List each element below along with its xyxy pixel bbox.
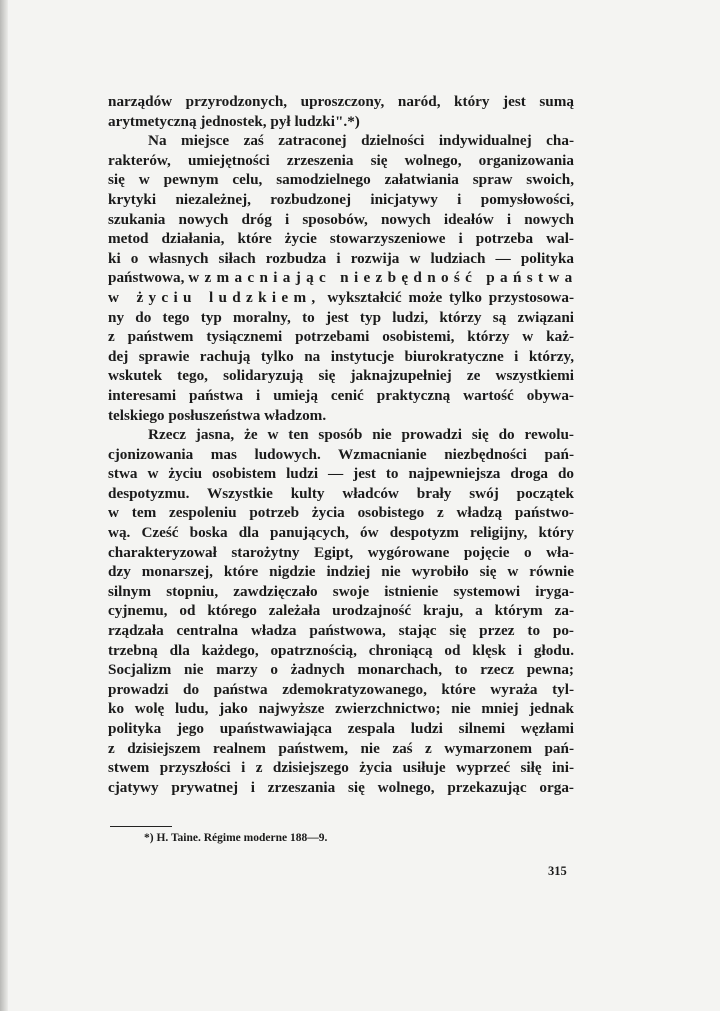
text-line: stwem przyszłości i z dzisiejszego życia usiłuje wyprzeć siłę ini- [108,759,574,777]
text-line: rządzała centralna władza państwowa, stając się przez to po- [108,622,574,640]
emphasized-text: wzmacniając niezbędność państwa [188,269,578,287]
text-line: cjatywy prywatnej i zrzeszania się wolnego, przekazując orga- [108,778,574,796]
footnote: *) H. Taine. Régime moderne 188—9. [144,832,328,844]
text-line: telskiego posłuszeństwa władzom. [108,406,327,424]
text-line: krytyki niezależnej, rozbudzonej inicjatywy i pomysłowości, [108,190,574,208]
page-left-edge-shadow [0,0,8,1011]
text-line: się w pewnym celu, samodzielnego załatwiania spraw swoich, [108,171,574,189]
text-line: ny do tego typ moralny, to jest typ ludzi, którzy są związani [108,308,574,326]
text-fragment: wykształcić może tylko przystosowa- [320,288,574,306]
text-line: ki o własnych siłach rozbudza i rozwija w ludziach — polityka [108,249,574,267]
text-line: rakterów, umiejętności zrzeszenia się wolnego, organizowania [108,151,574,169]
text-line: ko wolę ludu, jako najwyższe zwierzchnictwo; nie mniej jednak [108,700,574,718]
text-line: interesami państwa i umieją cenić praktyczną wartość obywa- [108,386,574,404]
text-line: Rzecz jasna, że w ten sposób nie prowadzi się do rewolu- [148,426,574,444]
text-line: despotyzmu. Wszystkie kulty władców brały swój początek [108,484,574,502]
text-line: charakteryzował starożytny Egipt, wygórowane pojęcie o wła- [108,543,574,561]
footnote-separator [110,826,172,827]
text-line [108,268,578,288]
text-line: z dzisiejszem realnem państwem, nie zaś z wymarzonem pań- [108,739,574,757]
text-line: wą. Cześć boska dla panujących, ów despotyzm religijny, który [108,524,574,542]
text-line: dzy monarszej, które nigdzie indziej nie wyrobiło się w równie [108,563,574,581]
text-line: narządów przyrodzonych, uproszczony, naród, który jest sumą [108,93,574,110]
text-line: metod działania, które życie stowarzyszeniowe i potrzeba wal- [108,230,574,248]
text-line: polityka jego upaństwawiająca zespala ludzi silnemi węzłami [108,720,574,737]
text-line: z państwem tysiącznemi potrzebami osobistemi, którzy w każ- [108,328,574,346]
text-line: Socjalizm nie marzy o żadnych monarchach, to rzecz pewna; [108,661,574,679]
text-line: prowadzi do państwa zdemokratyzowanego, które wyraża tyl- [108,680,574,698]
text-line [108,288,574,308]
text-line: Na miejsce zaś zatraconej dzielności indywidualnej cha- [148,132,574,150]
text-line: trzebną dla każdego, opatrznością, chroniącą od klęsk i głodu. [108,641,574,659]
text-line: dej sprawie rachują tylko na instytucje biurokratyczne i którzy, [108,347,574,365]
text-line: w tem zespoleniu potrzeb życia osobistego z władzą państwo- [108,504,574,522]
page-number: 315 [548,864,567,878]
body-text [108,92,578,797]
emphasized-text: w życiu ludzkiem, [108,288,321,306]
text-line: wskutek tego, solidaryzują się jaknajzupełniej ze wszystkiemi [108,367,574,385]
text-line: cjonizowania mas ludowych. Wzmacnianie niezbędności pań- [108,445,574,463]
text-line: arytmetyczną jednostek, pył ludzki".*) [108,112,360,130]
text-line: szukania nowych dróg i sposobów, nowych ideałów i nowych [108,210,574,228]
text-line: stwa w życiu osobistem ludzi — jest to najpewniejsza droga do [108,465,574,483]
text-line: silnym stopniu, zawdzięczało swoje istnienie systemowi iryga- [108,582,574,600]
text-fragment: państwowa, [108,269,189,287]
text-line: cyjnemu, od którego zależała urodzajność kraju, a którym za- [108,602,574,620]
